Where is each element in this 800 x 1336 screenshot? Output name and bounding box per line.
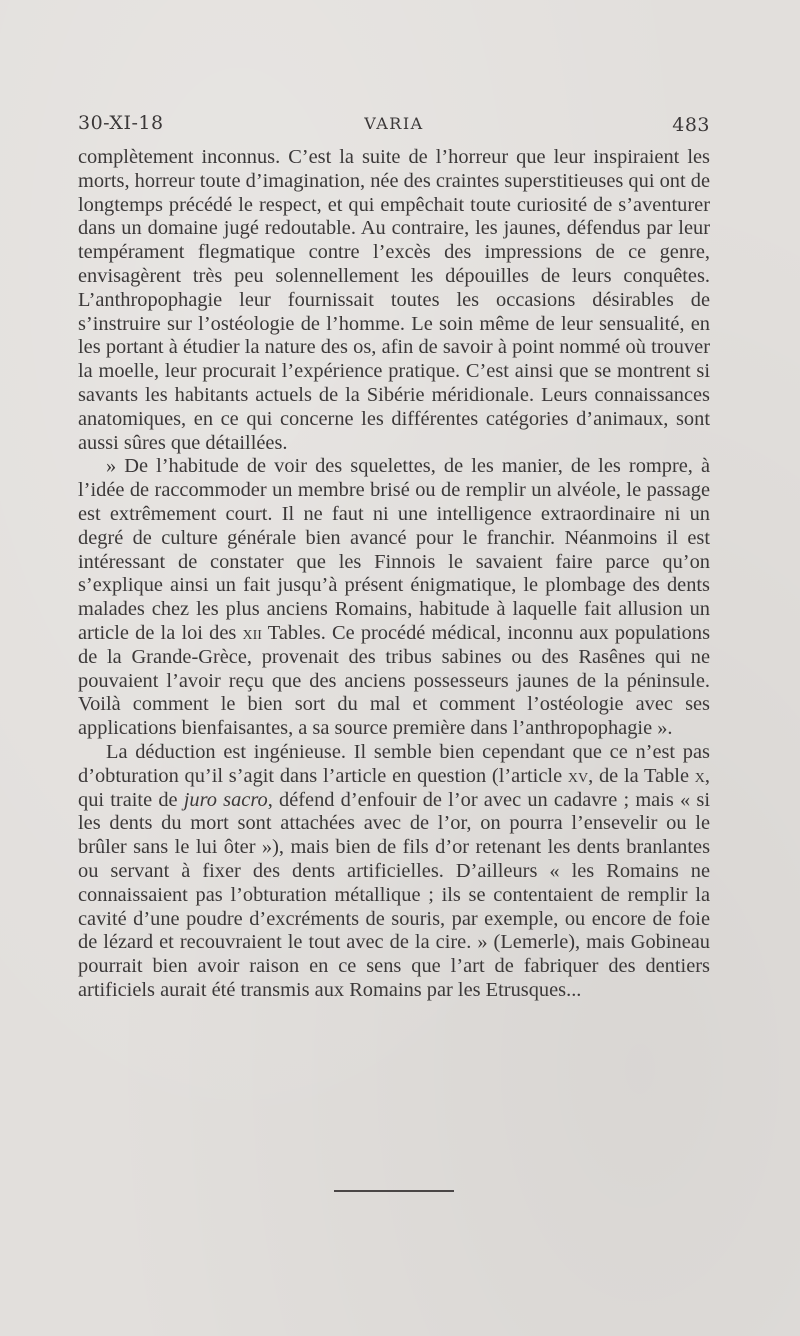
- text-run: La déduction est ingénieuse. Il semble bien cependant que ce n’est pas d’obturation qu’il s’agit dans l’article en question (l’article: [78, 740, 710, 787]
- text-run: » De l’habitude de voir des squelettes, de les manier, de les rompre, à l’idée de raccommoder un membre brisé ou de remplir un alvéole, le passage est extrêmement court. Il ne faut ni une intelligence extraordinaire ni un degré de culture générale bien avancé pour le franchir. Néanmoins il est intéressant de constater que les Finnois le savaient faire parce qu’on s’explique ainsi un fait jusqu’à présent énigmatique, le plombage des dents malades chez les plus anciens Romains, habitude à laquelle fait allusion un article de la loi des: [78, 455, 710, 644]
- roman-numeral: x: [694, 764, 705, 787]
- paragraph: [78, 455, 710, 741]
- paragraph: [78, 146, 710, 455]
- text-run: complètement inconnus. C’est la suite de l’horreur que leur inspiraient les morts, horreur toute d’imagination, née des craintes superstitieuses qui ont de longtemps précédé le respect, et qui empêchait toute curiosité de s’aventurer dans un domaine jugé redoutable. Au contraire, les jaunes, défendus par leur tempérament flegmatique contre l’excès des impressions de ce genre, envisagèrent très peu solennellement les dépouilles de leurs conquêtes. L’anthropophagie leur fournissait toutes les occasions désirables de s’instruire sur l’ostéologie de l’homme. Le soin même de leur sensualité, en les portant à étudier la nature des os, afin de savoir à point nommé où trouver la moelle, leur procurait l’expérience pratique. C’est ainsi que se montrent si savants les habitants actuels de la Sibérie méridionale. Leurs connaissances anatomiques, en ce qui concerne les différentes catégories d’animaux, sont aussi sûres que détaillées.: [78, 146, 710, 454]
- roman-numeral: xv: [567, 764, 589, 787]
- text-run: Tables. Ce procédé médical, inconnu aux populations de la Grande-Grèce, provenait des tribus sabines ou des Rasênes qui ne pouvaient l’avoir reçu que des anciens possesseurs jaunes de la péninsule. Voilà comment le bien sort du mal et comment l’ostéologie avec ses applications bienfaisantes, a sa source première dans l’anthropophagie ».: [78, 621, 711, 740]
- paragraph: [78, 741, 710, 1003]
- roman-numeral: xii: [242, 621, 262, 644]
- running-header: [78, 112, 710, 142]
- header-date: 30-XI-18: [78, 112, 164, 134]
- text-run: , de la Table: [588, 764, 695, 787]
- text-run: , défend d’enfouir de l’or avec un cadavre ; mais « si les dents du mort sont attachées avec de l’or, on pourra l’ensevelir ou le brûler sans le lui ôter »), mais bien de fils d’or retenant les dents branlantes ou servant à fixer des dents artificielles. D’ailleurs « les Romains ne connaissaient pas l’obturation métallique ; ils se contentaient de remplir la cavité d’une poudre d’excréments de souris, par exemple, ou encore de foie de lézard et recouvraient le tout avec de la cire. » (Lemerle), mais Gobineau pourrait bien avoir raison en ce sens que l’art de fabriquer des dentiers artificiels aurait été transmis aux Romains par les Etrusques...: [78, 788, 711, 1001]
- header-section-title: VARIA: [364, 114, 424, 133]
- end-rule: [334, 1190, 454, 1192]
- italic-term: juro sacro: [183, 788, 268, 811]
- text-run: , qui traite de: [78, 764, 711, 811]
- body-text: [78, 146, 710, 1003]
- page-number: 483: [672, 114, 710, 136]
